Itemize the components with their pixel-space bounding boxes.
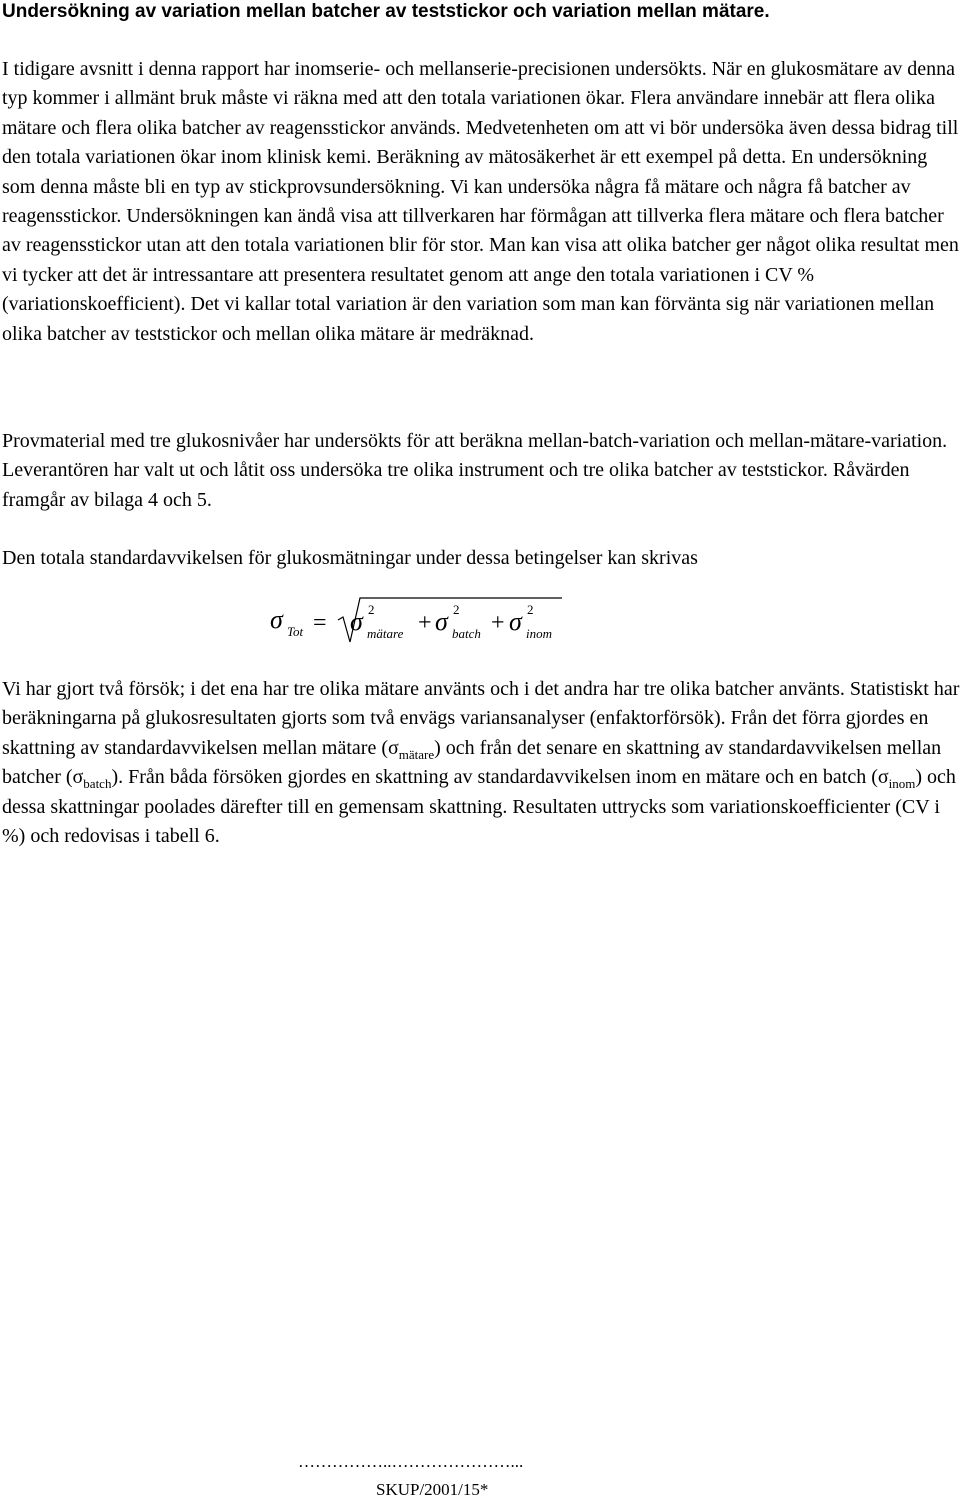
sigma-subscript-batch: batch — [83, 776, 112, 792]
formula-plus-2: + — [491, 610, 505, 636]
sigma-subscript-matare: mätare — [398, 746, 435, 762]
formula-sub-tot: Tot — [287, 624, 304, 639]
formula-sigma-tot: σ — [270, 605, 283, 634]
formula-exp-3: 2 — [527, 602, 534, 617]
intro-paragraph: I tidigare avsnitt i denna rapport har inomserie- och mellanserie-precisionen undersökts. När en glukosmätare av denna typ kommer i allmänt bruk måste vi räkna med att den totala variationen ökar. Flera användare innebär att flera olika mätare och flera olika batcher av reagensstickor används. Medvetenheten om att vi bör undersöka även dessa bidrag till den totala variationen ökar inom klinisk kemi. Beräkning av mätosäkerhet är ett exempel på detta. En undersökning som denna måste bli en typ av stickprovsundersökning. Vi kan undersöka några få mätare och några få batcher av reagensstickor. Undersökningen kan ändå visa att tillverkaren har förmågan att tillverka flera mätare och flera batcher av reagensstickor utan att den totala variationen blir för stor. Man kan visa att olika batcher ger något olika resultat men vi tycker att det är intressantare att presentera resultatet genom att ange den totala variationen i CV % (variationskoefficient). Det vi kallar total variation är den variation som man kan förvänta sig när variationen mellan olika batcher av teststickor och mellan olika mätare är medräknad. — [2, 58, 959, 345]
sigma-subscript-inom: inom — [888, 776, 916, 792]
formula-plus-1: + — [418, 610, 432, 636]
formula-exp-2: 2 — [453, 602, 460, 617]
method-text-a: Vi har gjort två försök; i det ena har tre olika mätare använts och i det andra har tre olika batcher använts. Statistiskt har beräkningarna på glukosresultaten gjorts som två envägs variansanalyser (enfaktorförsök). Från det förra gjordes en skattning av standardavvikelsen mellan mätare ( — [2, 678, 960, 759]
formula-equals: = — [313, 610, 327, 636]
footer-dotted-line: ……………..…………………... — [298, 1452, 524, 1471]
section-heading: Undersökning av variation mellan batcher av teststickor och variation mellan mätare. — [2, 1, 770, 22]
total-sd-formula — [268, 596, 588, 652]
formula-sigma-3: σ — [509, 607, 522, 636]
method-text-c: ). Från båda försöken gjordes en skattning av standardavvikelsen inom en mätare och en batch ( — [111, 766, 878, 789]
formula-sub-3: inom — [526, 626, 552, 641]
material-paragraph: Provmaterial med tre glukosnivåer har undersökts för att beräkna mellan-batch-variation och mellan-mätare-variation. Leverantören har valt ut och låtit oss undersöka tre olika instrument och tre olika batcher av teststickor. Råvärden framgår av bilaga 4 och 5. — [2, 430, 948, 511]
formula-sub-2: batch — [452, 626, 481, 641]
formula-intro-paragraph: Den totala standardavvikelsen för glukosmätningar under dessa betingelser kan skrivas — [2, 547, 698, 569]
method-text-b: ) och från det senare en skattning av standardavvikelsen mellan batcher ( — [2, 736, 942, 789]
formula-sub-1: mätare — [367, 626, 404, 641]
sigma-symbol: σ — [387, 736, 399, 759]
formula-svg — [268, 596, 588, 652]
formula-sigma-1: σ — [350, 607, 363, 636]
method-paragraph — [2, 675, 960, 851]
sigma-symbol: σ — [72, 766, 84, 789]
sigma-symbol: σ — [877, 766, 889, 789]
footer-document-id: SKUP/2001/15* — [376, 1480, 489, 1499]
method-text-d: ) och dessa skattningar poolades därefter till en gemensam skattning. Resultaten uttrycks som variationskoefficienter (CV i %) och redovisas i tabell 6. — [2, 766, 956, 848]
formula-exp-1: 2 — [368, 602, 375, 617]
formula-sigma-2: σ — [435, 607, 448, 636]
